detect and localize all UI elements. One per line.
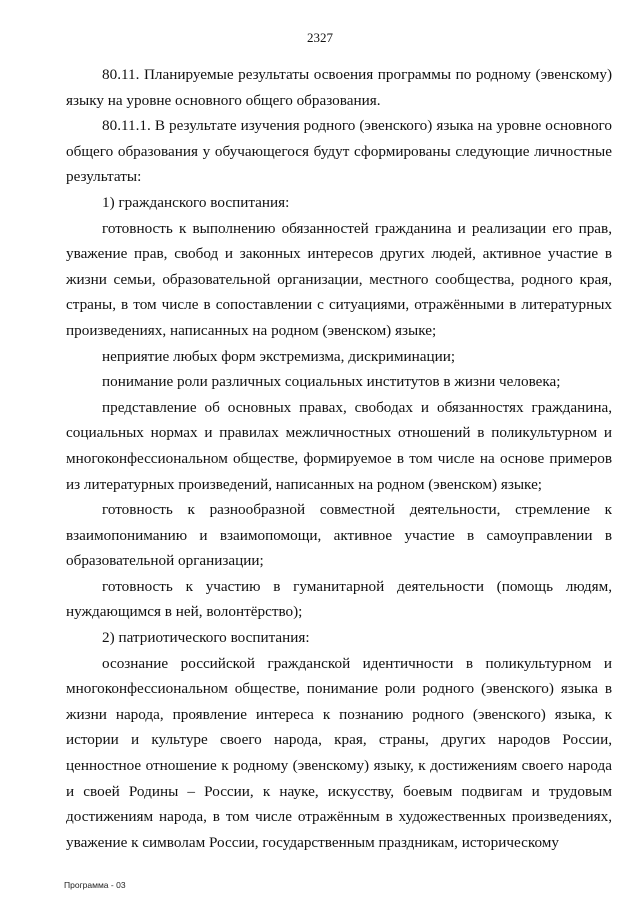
paragraph-patriotic-awareness: осознание российской гражданской идентичности в поликультурном и многоконфессиональном обществе, понимание роли родного (эвенского) языка в жизни народа, проявление интереса к познанию родного (эвенского) языка, к истории и культуре своего народа, края, страны, других народов России, ценностное отношение к родному (эвенскому) языку, к достижениям своего народа и своей Родины – России, к науке, искусству, боевым подвигам и трудовым достижениям народа, в том числе отражённым в художественных произведениях, уважение к символам России, государственным праздникам, историческому (66, 654, 612, 851)
paragraph-volunteering: готовность к участию в гуманитарной деятельности (помощь людям, нуждающимся в ней, волонтёрство); (66, 577, 612, 621)
paragraph-joint-activity: готовность к разнообразной совместной деятельности, стремление к взаимопониманию и взаимопомощи, активное участие в самоуправлении в образовательной организации; (66, 501, 612, 570)
document-body (66, 62, 612, 855)
paragraph-social-institutions: понимание роли различных социальных институтов в жизни человека; (102, 373, 561, 391)
paragraph-extremism: неприятие любых форм экстремизма, дискриминации; (102, 347, 456, 365)
paragraph-subsection-intro: 80.11.1. В результате изучения родного (эвенского) языка на уровне основного общего образования у обучающегося будут сформированы следующие личностные результаты: (66, 117, 612, 186)
footer-label: Программа - 03 (64, 880, 126, 890)
paragraph-patriotic-heading: 2) патриотического воспитания: (102, 629, 310, 647)
paragraph-civic-readiness: готовность к выполнению обязанностей гражданина и реализации его прав, уважение прав, свобод и законных интересов других людей, активное участие в жизни семьи, образовательной организации, местного сообщества, родного края, страны, в том числе в сопоставлении с ситуациями, отражёнными в литературных произведениях, написанных на родном (эвенском) языке; (66, 219, 612, 339)
paragraph-rights-notion: представление об основных правах, свободах и обязанностях гражданина, социальных нормах и правилах межличностных отношений в поликультурном и многоконфессиональном обществе, формируемое в том числе на основе примеров из литературных произведений, написанных на родном (эвенском) языке; (66, 398, 612, 493)
paragraph-section-heading: 80.11. Планируемые результаты освоения программы по родному (эвенскому) языку на уровне основного общего образования. (66, 66, 612, 109)
page-number: 2327 (307, 30, 333, 45)
paragraph-civic-heading: 1) гражданского воспитания: (102, 193, 290, 211)
